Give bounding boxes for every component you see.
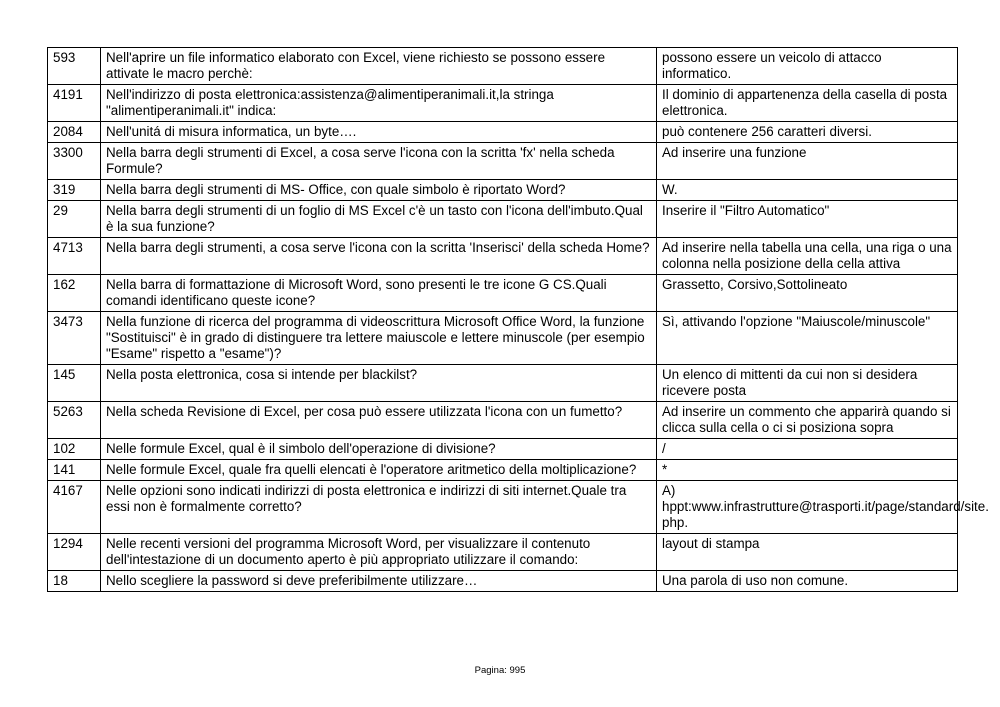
question-text-cell: Nelle formule Excel, quale fra quelli elencati è l'operatore aritmetico della moltiplicazione? bbox=[101, 460, 657, 481]
question-text-cell: Nella funzione di ricerca del programma di videoscrittura Microsoft Office Word, la funzione "Sostituisci" è in grado di distinguere tra lettere maiuscole e lettere minuscole (per esempio "Esame" rispetto a "esame")? bbox=[101, 312, 657, 365]
table-row bbox=[48, 201, 958, 238]
answer-text-cell: Ad inserire nella tabella una cella, una riga o una colonna nella posizione della cella attiva bbox=[657, 238, 958, 275]
answer-text-cell: Inserire il "Filtro Automatico" bbox=[657, 201, 958, 238]
question-id-cell: 1294 bbox=[48, 534, 101, 571]
table-row bbox=[48, 481, 958, 534]
answer-text-cell: Grassetto, Corsivo,Sottolineato bbox=[657, 275, 958, 312]
answer-text-cell: possono essere un veicolo di attacco informatico. bbox=[657, 48, 958, 85]
answer-text-cell: W. bbox=[657, 180, 958, 201]
question-id-cell: 141 bbox=[48, 460, 101, 481]
table-row bbox=[48, 48, 958, 85]
question-id-cell: 4167 bbox=[48, 481, 101, 534]
question-id-cell: 3300 bbox=[48, 143, 101, 180]
table-row bbox=[48, 439, 958, 460]
question-text-cell: Nello scegliere la password si deve preferibilmente utilizzare… bbox=[101, 571, 657, 592]
question-text-cell: Nell'indirizzo di posta elettronica:assistenza@alimentiperanimali.it,la stringa "alimentiperanimali.it" indica: bbox=[101, 85, 657, 122]
question-text-cell: Nell'unitá di misura informatica, un byte…. bbox=[101, 122, 657, 143]
question-id-cell: 593 bbox=[48, 48, 101, 85]
questions-table-body bbox=[48, 48, 989, 592]
question-id-cell: 29 bbox=[48, 201, 101, 238]
table-row bbox=[48, 571, 958, 592]
question-id-cell: 5263 bbox=[48, 402, 101, 439]
table-row bbox=[48, 180, 958, 201]
question-id-cell: 102 bbox=[48, 439, 101, 460]
table-row bbox=[48, 534, 958, 571]
question-id-cell: 4713 bbox=[48, 238, 101, 275]
table-row bbox=[48, 143, 958, 180]
answer-text-cell: Sì, attivando l'opzione "Maiuscole/minuscole" bbox=[657, 312, 958, 365]
table-row bbox=[48, 122, 958, 143]
table-row bbox=[48, 402, 958, 439]
answer-text-cell: * bbox=[657, 460, 958, 481]
question-text-cell: Nell'aprire un file informatico elaborato con Excel, viene richiesto se possono essere attivate le macro perchè: bbox=[101, 48, 657, 85]
answer-text-cell: Un elenco di mittenti da cui non si desidera ricevere posta bbox=[657, 365, 958, 402]
question-text-cell: Nella barra degli strumenti di un foglio di MS Excel c'è un tasto con l'icona dell'imbuto.Qual è la sua funzione? bbox=[101, 201, 657, 238]
question-text-cell: Nella barra di formattazione di Microsoft Word, sono presenti le tre icone G CS.Quali comandi identificano queste icone? bbox=[101, 275, 657, 312]
page-footer: Pagina: 995 bbox=[474, 665, 526, 676]
answer-text-cell: Una parola di uso non comune. bbox=[657, 571, 958, 592]
question-text-cell: Nelle recenti versioni del programma Microsoft Word, per visualizzare il contenuto dell'intestazione di un documento aperto è più appropriato utilizzare il comando: bbox=[101, 534, 657, 571]
question-id-cell: 319 bbox=[48, 180, 101, 201]
table-row bbox=[48, 238, 958, 275]
question-id-cell: 18 bbox=[48, 571, 101, 592]
answer-text-cell: Ad inserire un commento che apparirà quando si clicca sulla cella o ci si posiziona sopra bbox=[657, 402, 958, 439]
question-text-cell: Nella posta elettronica, cosa si intende per blackilst? bbox=[101, 365, 657, 402]
table-row bbox=[48, 460, 958, 481]
question-id-cell: 162 bbox=[48, 275, 101, 312]
question-text-cell: Nella barra degli strumenti, a cosa serve l'icona con la scritta 'Inserisci' della scheda Home? bbox=[101, 238, 657, 275]
question-id-cell: 2084 bbox=[48, 122, 101, 143]
answer-text-cell: Il dominio di appartenenza della casella di posta elettronica. bbox=[657, 85, 958, 122]
question-text-cell: Nella barra degli strumenti di MS- Office, con quale simbolo è riportato Word? bbox=[101, 180, 657, 201]
answer-text-cell: / bbox=[657, 439, 958, 460]
question-id-cell: 145 bbox=[48, 365, 101, 402]
questions-table bbox=[47, 47, 989, 592]
question-text-cell: Nelle opzioni sono indicati indirizzi di posta elettronica e indirizzi di siti internet.Quale tra essi non è formalmente corretto? bbox=[101, 481, 657, 534]
question-text-cell: Nella scheda Revisione di Excel, per cosa può essere utilizzata l'icona con un fumetto? bbox=[101, 402, 657, 439]
table-row bbox=[48, 365, 958, 402]
table-row bbox=[48, 85, 958, 122]
answer-text-cell: A) hppt:www.infrastrutture@trasporti.it/page/standard/site. php. bbox=[657, 481, 958, 534]
answer-text-cell: Ad inserire una funzione bbox=[657, 143, 958, 180]
question-text-cell: Nelle formule Excel, qual è il simbolo dell'operazione di divisione? bbox=[101, 439, 657, 460]
question-id-cell: 3473 bbox=[48, 312, 101, 365]
answer-text-cell: può contenere 256 caratteri diversi. bbox=[657, 122, 958, 143]
table-row bbox=[48, 275, 958, 312]
question-id-cell: 4191 bbox=[48, 85, 101, 122]
answer-text-cell: layout di stampa bbox=[657, 534, 958, 571]
table-row bbox=[48, 312, 958, 365]
question-text-cell: Nella barra degli strumenti di Excel, a cosa serve l'icona con la scritta 'fx' nella scheda Formule? bbox=[101, 143, 657, 180]
